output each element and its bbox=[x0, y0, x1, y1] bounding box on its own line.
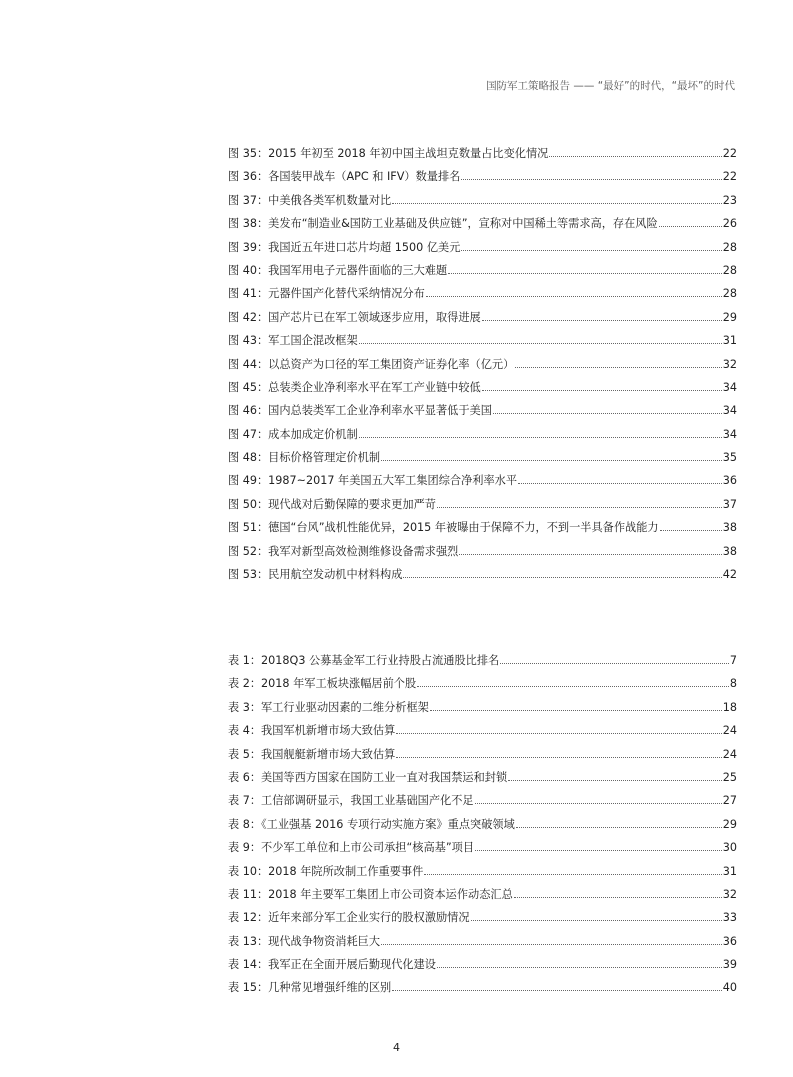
figure-entry-label: 图 43：军工国企混改框架 bbox=[228, 334, 358, 348]
table-entry[interactable] bbox=[228, 747, 737, 770]
table-entry-page: 8 bbox=[729, 677, 737, 691]
dot-leader bbox=[461, 250, 721, 251]
dot-leader bbox=[437, 507, 722, 508]
figure-entry[interactable] bbox=[228, 380, 737, 403]
figure-entry-label: 图 40：我国军用电子元器件面临的三大难题 bbox=[228, 263, 448, 277]
table-entry-label: 表 3：军工行业驱动因素的二维分析框架 bbox=[228, 700, 429, 714]
figure-entry[interactable] bbox=[228, 216, 737, 239]
dot-leader bbox=[459, 554, 721, 555]
dot-leader bbox=[381, 944, 722, 945]
page-number: 4 bbox=[393, 1041, 400, 1054]
figure-entry-page: 34 bbox=[722, 404, 737, 418]
figure-entry-label: 图 53：民用航空发动机中材料构成 bbox=[228, 568, 403, 582]
dot-leader bbox=[392, 990, 722, 991]
dot-leader bbox=[426, 296, 722, 297]
table-entry-page: 33 bbox=[722, 911, 737, 925]
figure-entry-page: 38 bbox=[722, 544, 737, 558]
report-header: 国防军工策略报告 —— “最好”的时代，“最坏”的时代 bbox=[486, 80, 735, 92]
dot-leader bbox=[359, 343, 722, 344]
table-entry-label: 表 1：2018Q3 公募基金军工行业持股占流通股比排名 bbox=[228, 654, 500, 667]
figure-entry[interactable] bbox=[228, 286, 737, 309]
dot-leader bbox=[516, 827, 722, 828]
figure-entry-page: 26 bbox=[722, 217, 737, 231]
figure-entry-page: 28 bbox=[722, 263, 737, 277]
dot-leader bbox=[660, 530, 722, 531]
table-entry-label: 表 13：现代战争物资消耗巨大 bbox=[228, 934, 381, 948]
dot-leader bbox=[430, 710, 722, 711]
dot-leader bbox=[515, 367, 721, 368]
figure-entry[interactable] bbox=[228, 310, 737, 333]
table-entry-label: 表 15：几种常见增强纤维的区别 bbox=[228, 981, 392, 995]
figure-entry[interactable] bbox=[228, 263, 737, 286]
table-entry[interactable] bbox=[228, 653, 737, 676]
dot-leader bbox=[475, 803, 722, 804]
figure-entry-page: 38 bbox=[722, 521, 737, 535]
figure-entry[interactable] bbox=[228, 427, 737, 450]
dot-leader bbox=[482, 320, 722, 321]
figure-entry[interactable] bbox=[228, 333, 737, 356]
table-list bbox=[228, 653, 737, 1004]
figure-entry-page: 35 bbox=[722, 451, 737, 465]
figure-entry-label: 图 44：以总资产为口径的军工集团资产证券化率（亿元） bbox=[228, 357, 515, 371]
dot-leader bbox=[403, 577, 721, 578]
figure-entry-page: 32 bbox=[722, 357, 737, 371]
figure-entry-page: 34 bbox=[722, 380, 737, 394]
table-entry[interactable] bbox=[228, 910, 737, 933]
figure-entry[interactable] bbox=[228, 357, 737, 380]
table-entry-page: 29 bbox=[722, 817, 737, 831]
dot-leader bbox=[471, 920, 722, 921]
dot-leader bbox=[514, 897, 722, 898]
figure-entry[interactable] bbox=[228, 497, 737, 520]
figure-entry-label: 图 45：总装类企业净利率水平在军工产业链中较低 bbox=[228, 380, 481, 394]
figure-entry-page: 29 bbox=[722, 310, 737, 324]
dot-leader bbox=[396, 733, 721, 734]
figure-entry[interactable] bbox=[228, 193, 737, 216]
figure-entry-page: 37 bbox=[722, 497, 737, 511]
figure-entry-label: 图 47：成本加成定价机制 bbox=[228, 427, 358, 441]
figure-entry-page: 34 bbox=[722, 427, 737, 441]
figure-entry-label: 图 48：目标价格管理定价机制 bbox=[228, 451, 381, 465]
figure-entry[interactable] bbox=[228, 169, 737, 192]
figure-entry-page: 22 bbox=[722, 170, 737, 184]
dot-leader bbox=[461, 179, 721, 180]
figure-list bbox=[228, 146, 737, 590]
dot-leader bbox=[437, 967, 722, 968]
figure-entry[interactable] bbox=[228, 450, 737, 473]
figure-entry-label: 图 49：1987~2017 年美国五大军工集团综合净利率水平 bbox=[228, 474, 518, 488]
table-entry-label: 表 5：我国舰艇新增市场大致估算 bbox=[228, 747, 396, 761]
table-entry[interactable] bbox=[228, 817, 737, 840]
table-entry-label: 表 10：2018 年院所改制工作重要事件 bbox=[228, 864, 424, 878]
table-entry[interactable] bbox=[228, 864, 737, 887]
table-entry[interactable] bbox=[228, 980, 737, 1003]
dot-leader bbox=[518, 483, 722, 484]
figure-entry[interactable] bbox=[228, 473, 737, 496]
table-entry-label: 表 2：2018 年军工板块涨幅居前个股 bbox=[228, 677, 417, 691]
figure-entry-page: 31 bbox=[722, 334, 737, 348]
figure-entry-label: 图 42：国产芯片已在军工领域逐步应用，取得进展 bbox=[228, 310, 481, 324]
figure-entry[interactable] bbox=[228, 544, 737, 567]
table-entry-page: 24 bbox=[722, 747, 737, 761]
figure-entry-page: 28 bbox=[722, 287, 737, 301]
figure-entry-label: 图 50：现代战对后勤保障的要求更加严苛 bbox=[228, 497, 436, 511]
table-entry-page: 18 bbox=[722, 700, 737, 714]
table-entry-page: 24 bbox=[722, 724, 737, 738]
table-entry[interactable] bbox=[228, 676, 737, 699]
dot-leader bbox=[475, 850, 722, 851]
figure-entry-label: 图 35：2015 年初至 2018 年初中国主战坦克数量占比变化情况 bbox=[228, 147, 549, 160]
dot-leader bbox=[381, 460, 722, 461]
dot-leader bbox=[508, 780, 722, 781]
figure-entry-page: 23 bbox=[722, 193, 737, 207]
dot-leader bbox=[448, 273, 722, 274]
table-entry-page: 30 bbox=[722, 841, 737, 855]
table-entry-page: 36 bbox=[722, 934, 737, 948]
table-entry-label: 表 6：美国等西方国家在国防工业一直对我国禁运和封锁 bbox=[228, 770, 508, 784]
table-entry-page: 32 bbox=[722, 887, 737, 901]
table-entry-label: 表 11：2018 年主要军工集团上市公司资本运作动态汇总 bbox=[228, 887, 513, 901]
figure-entry-label: 图 46：国内总装类军工企业净利率水平显著低于美国 bbox=[228, 404, 492, 418]
figure-entry[interactable] bbox=[228, 146, 737, 169]
table-entry-page: 31 bbox=[722, 864, 737, 878]
table-entry-label: 表 12：近年来部分军工企业实行的股权激励情况 bbox=[228, 911, 470, 925]
dot-leader bbox=[417, 686, 729, 687]
figure-entry-page: 28 bbox=[722, 240, 737, 254]
figure-entry-label: 图 51：德国“台风”战机性能优异，2015 年被曝由于保障不力，不到一半具备作战能力 bbox=[228, 521, 659, 535]
dot-leader bbox=[659, 226, 722, 227]
figure-entry-page: 42 bbox=[722, 568, 737, 582]
figure-entry-label: 图 41：元器件国产化替代采纳情况分布 bbox=[228, 287, 425, 301]
dot-leader bbox=[500, 663, 729, 664]
table-entry-page: 25 bbox=[722, 770, 737, 784]
table-entry-label: 表 8：《工业强基 2016 专项行动实施方案》重点突破领域 bbox=[228, 817, 515, 831]
table-entry[interactable] bbox=[228, 770, 737, 793]
table-entry[interactable] bbox=[228, 840, 737, 863]
dot-leader bbox=[424, 874, 721, 875]
dot-leader bbox=[493, 413, 722, 414]
table-entry-page: 27 bbox=[722, 794, 737, 808]
table-entry-page: 40 bbox=[722, 981, 737, 995]
figure-entry[interactable] bbox=[228, 520, 737, 543]
table-entry-label: 表 7：工信部调研显示，我国工业基础国产化不足 bbox=[228, 794, 474, 808]
figure-entry[interactable] bbox=[228, 567, 737, 590]
table-entry[interactable] bbox=[228, 934, 737, 957]
table-entry[interactable] bbox=[228, 887, 737, 910]
table-entry-page: 7 bbox=[729, 654, 737, 667]
figure-entry[interactable] bbox=[228, 240, 737, 263]
figure-entry-page: 22 bbox=[722, 147, 737, 160]
figure-entry-label: 图 38：美发布“制造业&国防工业基础及供应链”，宣称对中国稀土等需求高，存在风险 bbox=[228, 217, 658, 231]
figure-entry[interactable] bbox=[228, 403, 737, 426]
dot-leader bbox=[549, 156, 721, 157]
dot-leader bbox=[392, 203, 722, 204]
dot-leader bbox=[396, 757, 721, 758]
figure-entry-label: 图 39：我国近五年进口芯片均超 1500 亿美元 bbox=[228, 240, 461, 254]
table-entry-page: 39 bbox=[722, 958, 737, 972]
table-entry[interactable] bbox=[228, 957, 737, 980]
figure-entry-page: 36 bbox=[722, 474, 737, 488]
dot-leader bbox=[359, 437, 722, 438]
table-entry-label: 表 9：不少军工单位和上市公司承担“核高基”项目 bbox=[228, 841, 475, 855]
table-entry[interactable] bbox=[228, 723, 737, 746]
figure-entry-label: 图 36：各国装甲战车（APC 和 IFV）数量排名 bbox=[228, 170, 461, 184]
table-entry-label: 表 4：我国军机新增市场大致估算 bbox=[228, 724, 396, 738]
table-entry[interactable] bbox=[228, 793, 737, 816]
table-entry[interactable] bbox=[228, 700, 737, 723]
figure-entry-label: 图 37：中美俄各类军机数量对比 bbox=[228, 193, 392, 207]
dot-leader bbox=[482, 390, 722, 391]
figure-entry-label: 图 52：我军对新型高效检测维修设备需求强烈 bbox=[228, 544, 459, 558]
table-entry-label: 表 14：我军正在全面开展后勤现代化建设 bbox=[228, 958, 436, 972]
